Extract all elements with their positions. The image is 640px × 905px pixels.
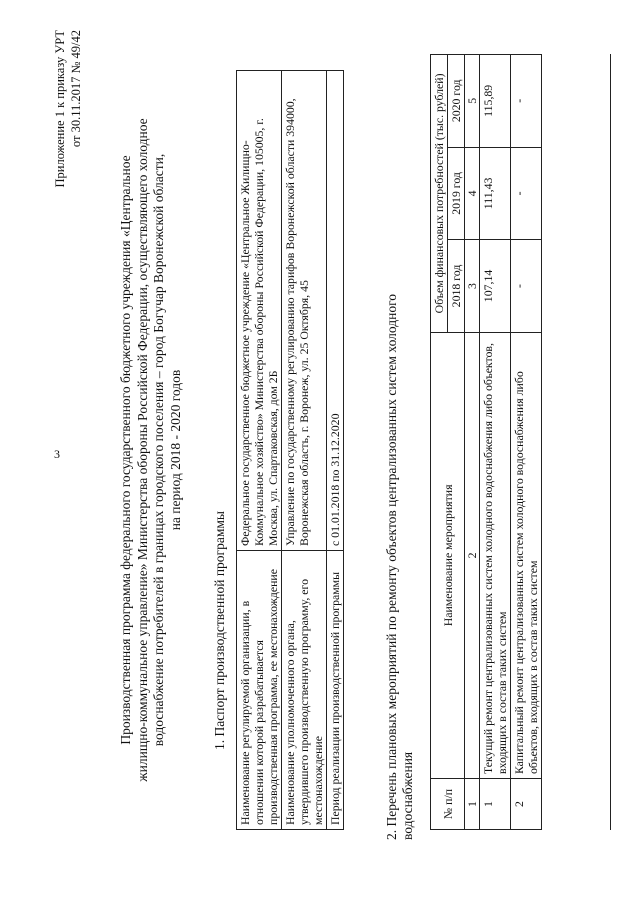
column-index: 1 <box>465 779 480 830</box>
bottom-divider <box>610 54 611 830</box>
rotated-page-content <box>0 10 620 890</box>
finance-table <box>430 54 542 830</box>
row-value-2018: 107,14 <box>480 240 511 333</box>
row-number: 2 <box>511 779 542 830</box>
appendix-note <box>52 30 84 230</box>
column-index: 4 <box>465 147 480 240</box>
passport-value: Федеральное государственное бюджетное учреждение «Центральное Жилищно-Коммунальное хозяйство» Министерства обороны Российской Федерации, 105005, г. Москва, ул. Спартаковская, дом 2Б <box>237 71 282 551</box>
title-line-3: водоснабжение потребителей в границах городского поселения – город Богучар Воронежской области, <box>151 153 166 747</box>
table-row <box>480 55 511 830</box>
column-header-name: Наименование мероприятия <box>431 332 465 778</box>
title-line-1: Производственная программа федерального государственного бюджетного учреждения «Центральное <box>118 155 133 745</box>
page-number: 3 <box>54 447 60 461</box>
passport-value: с 01.01.2018 по 31.12.2020 <box>327 71 344 551</box>
column-index: 5 <box>465 55 480 148</box>
year-header: 2018 год <box>448 240 465 333</box>
passport-label: Наименование уполномоченного органа, утвердившего производственную программу, его местонахождение <box>282 551 327 830</box>
column-header-volume: Объем финансовых потребностей (тыс. рублей) <box>431 55 448 333</box>
row-number: 1 <box>480 779 511 830</box>
section-2-line-2: водоснабжения <box>400 751 415 840</box>
passport-row <box>237 71 282 830</box>
row-value-2018: - <box>511 240 542 333</box>
passport-row <box>327 71 344 830</box>
row-value-2019: 111,43 <box>480 147 511 240</box>
section-1-heading: 1. Паспорт производственной программы <box>212 511 227 750</box>
year-header: 2019 год <box>448 147 465 240</box>
passport-label: Период реализации производственной программы <box>327 551 344 830</box>
passport-row <box>282 71 327 830</box>
row-value-2019: - <box>511 147 542 240</box>
appendix-line-2: от 30.11.2017 № 49/42 <box>69 30 83 148</box>
title-line-2: жилищно-коммунальное управление» Министерства обороны Российской Федерации, осуществляющего холодное <box>134 118 150 782</box>
column-index: 3 <box>465 240 480 333</box>
column-header-number: № п/п <box>431 779 465 830</box>
appendix-line-1: Приложение 1 к приказу УРТ <box>53 30 67 188</box>
passport-label: Наименование регулируемой организации, в отношении которой разрабатывается производственная программа, ее местонахождение <box>237 551 282 830</box>
table-row <box>511 55 542 830</box>
row-name: Капитальный ремонт централизованных систем холодного водоснабжения либо объектов, входящих в состав таких систем <box>511 332 542 778</box>
row-name: Текущий ремонт централизованных систем холодного водоснабжения либо объектов, входящих в состав таких систем <box>480 332 511 778</box>
finance-header-row <box>431 55 448 830</box>
document-title <box>118 70 184 830</box>
title-line-4: на период 2018 - 2020 годов <box>167 369 183 531</box>
column-index-row <box>465 55 480 830</box>
column-index: 2 <box>465 332 480 778</box>
section-2-line-1: 2. Перечень плановых мероприятий по ремонту объектов централизованных систем холодного <box>384 293 399 840</box>
section-2-heading <box>384 60 416 840</box>
year-header: 2020 год <box>448 55 465 148</box>
row-value-2020: - <box>511 55 542 148</box>
passport-value: Управление по государственному регулированию тарифов Воронежской области 394000, Воронежская область, г. Воронеж, ул. 25 Октября, 45 <box>282 71 327 551</box>
passport-table <box>236 70 344 830</box>
row-value-2020: 115,89 <box>480 55 511 148</box>
